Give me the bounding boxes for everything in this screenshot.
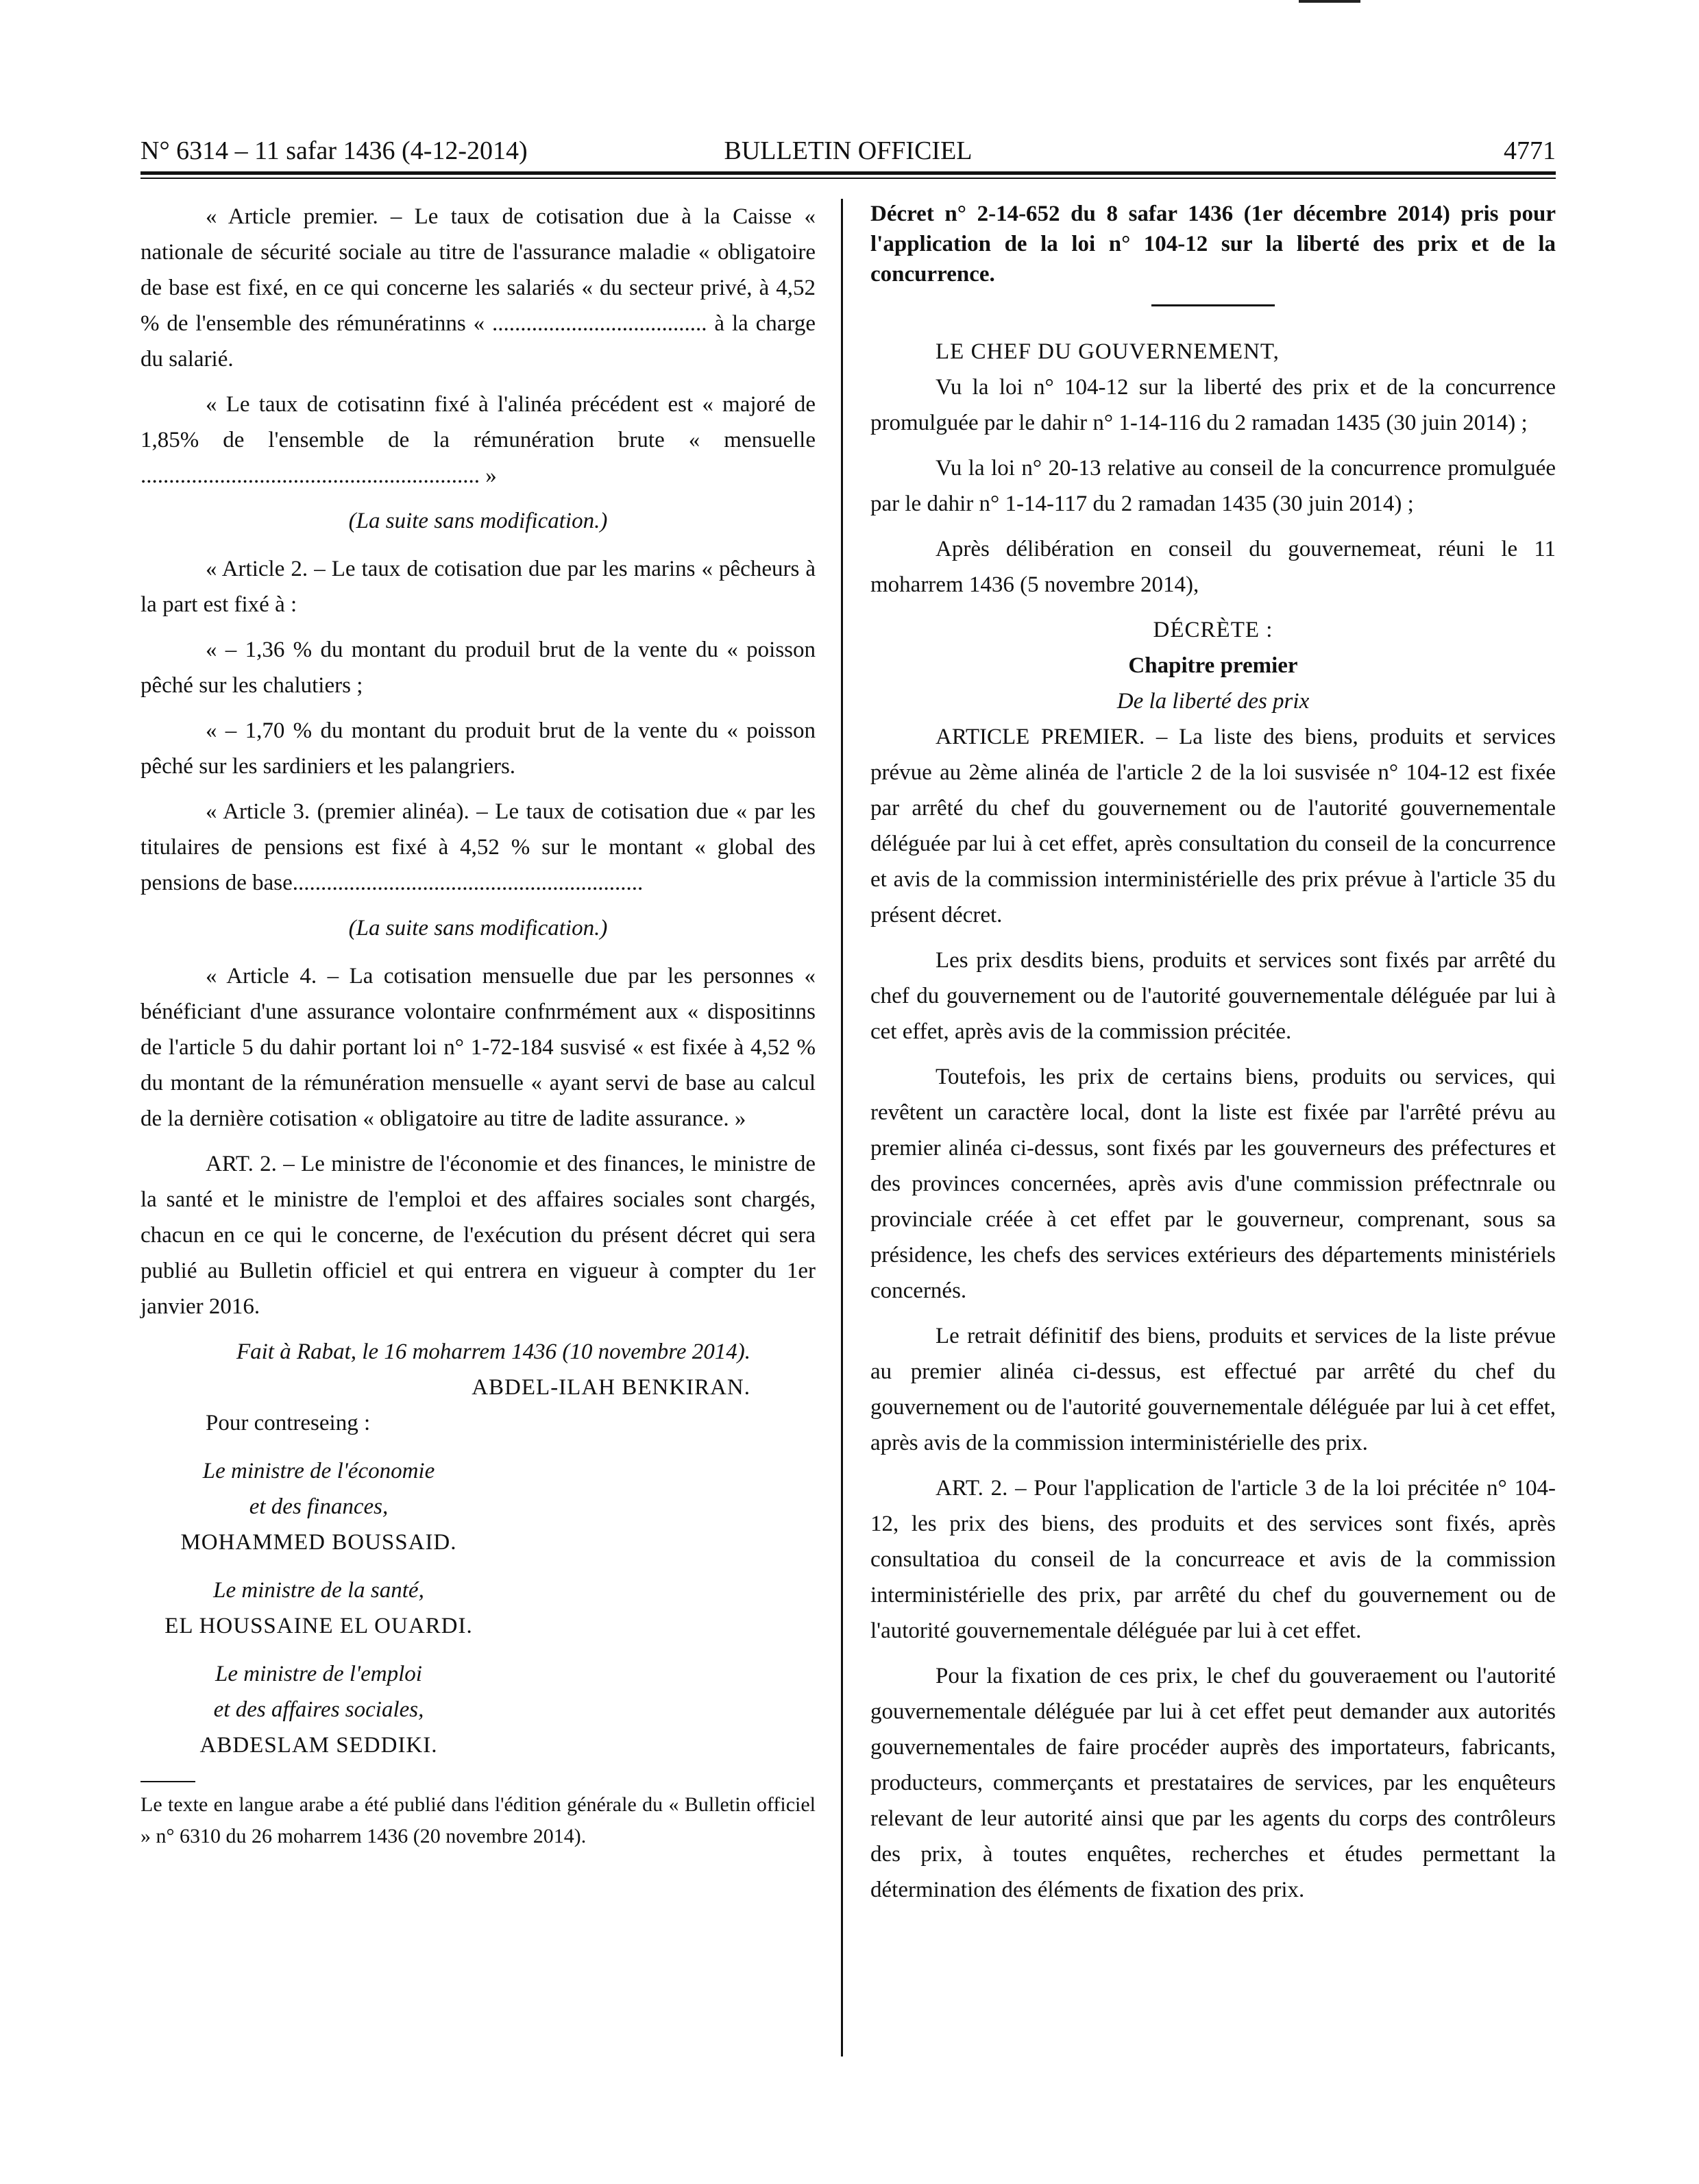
item-sardiniers: « – 1,70 % du montant du produit brut de la vente du « poisson pêché sur les sardiniers et les palangriers. — [140, 718, 816, 779]
visa-loi-20-13: Vu la loi n° 20-13 relative au conseil de la concurrence promulguée par le dahir n° 1-14-117 du 2 ramadan 1435 (30 juin 2014) ; — [870, 456, 1556, 516]
fixation-paragraph: Pour la fixation de ces prix, le chef du gouveraement ou l'autorité gouvernementale déléguée par lui à cet effet peut demander aux autorités gouvernementales de faire procéder auprès des importateurs, fabricants, producteurs, commerçants et prestataires de services, par les enquêteurs relevant de leur autorité ainsi que par les agents du corps des contrôleurs des prix, à toutes enquêtes, recherches et études permettant la détermination des éléments de fixation des prix. — [870, 1664, 1556, 1902]
issue-number: N° 6314 – 11 safar 1436 (4-12-2014) — [140, 136, 528, 165]
art-2-paragraph: ART. 2. – Pour l'application de l'article 3 de la loi précitée n° 104-12, les prix des biens, des produits et des services sont fixés, après consultatioa du conseil de la concurreace et avis de la commission interministérielle des prix, par arrêté du chef du gouvernement ou de l'autorité gouvernementale déléguée par lui à cet effet. — [870, 1476, 1556, 1643]
authority-heading: LE CHEF DU GOUVERNEMENT, — [936, 339, 1280, 364]
article-4-text: « Article 4. – La cotisation mensuelle due par les personnes « bénéficiant d'une assurance volontaire confnrmément aux « dispositinns de l'article 5 du dahir portant loi n° 1-72-184 susvisé « est fixée à 4,52 % du montant de la rémunération mensuelle « ayant servi de base au calcul de la dernière cotisation « obligatoire au titre de ladite assurance. » — [140, 964, 816, 1131]
article-3-text: « Article 3. (premier alinéa). – Le taux de cotisation due « par les titulaires de pensions est fixé à 4,52 % sur le montant « global des pensions de base.............................................................. — [140, 799, 816, 895]
minister-3-name: ABDESLAM SEDDIKI. — [199, 1733, 438, 1758]
publication-title: BULLETIN OFFICIEL — [724, 136, 973, 165]
local-prices-paragraph: Toutefois, les prix de certains biens, produits ou services, qui revêtent un caractère local, dont la liste est fixée par l'arrêté prévu au premier alinéa ci-dessus, sont fixés par les gouverneurs des préfectures et des provinces concernées, après avis d'une commission préfectnrale ou provinciale créée à cet effet par le gouverneur, comprenant, sous sa présidence, les chefs des services extérieurs des départements ministériels concernés. — [870, 1065, 1556, 1303]
footnote-text: Le texte en langue arabe a été publié dans l'édition générale du « Bulletin officiel » n° 6310 du 26 moharrem 1436 (20 novembre 2014). — [140, 1793, 816, 1847]
top-edge-mark — [1299, 0, 1360, 3]
countersign-label: Pour contreseing : — [206, 1411, 371, 1435]
article-premier-paragraph: ARTICLE PREMIER. – La liste des biens, produits et services prévue au 2ème alinéa de l'article 2 de la loi susvisée n° 104-12 est fixée par arrêté du chef du gouvernement ou de l'autorité gouvernementale déléguée par lui à cet effet, après consultation du conseil de la concurrence et avis de la commission interministérielle des prix prévue à l'article 35 du présent décret. — [870, 725, 1556, 927]
minister-1-title-a: Le ministre de l'économie — [202, 1459, 435, 1483]
header-rule-thick — [140, 171, 1556, 175]
header-rule-thin — [140, 178, 1556, 179]
art-2-execution: ART. 2. – Le ministre de l'économie et des finances, le ministre de la santé et le ministre de l'emploi et des affaires sociales sont chargés, chacun en ce qui le concerne, de l'exécution du présent décret qui sera publié au Bulletin officiel et qui entrera en vigueur à compter du 1er janvier 2016. — [140, 1152, 816, 1319]
chapter-heading: Chapitre premier — [1128, 653, 1298, 678]
title-separator — [1151, 304, 1275, 306]
minister-1-title-b: et des finances, — [249, 1494, 389, 1519]
chapter-subtitle: De la liberté des prix — [1116, 689, 1310, 714]
column-divider — [841, 199, 843, 2056]
article-premier-text: « Article premier. – Le taux de cotisation due à la Caisse « nationale de sécurité sociale au titre de l'assurance maladie « obligatoire de base est fixé, en ce qui concerne les salariés « du secteur privé, à 4,52 % de l'ensemble des rémunératinns « ...................................... à la charge du salarié. — [140, 204, 816, 372]
decrees-heading: DÉCRÈTE : — [1153, 618, 1273, 642]
minister-2-name: EL HOUSSAINE EL OUARDI. — [164, 1614, 473, 1638]
page-number: 4771 — [1504, 136, 1556, 165]
paragraph-taux-majore: « Le taux de cotisatinn fixé à l'alinéa précédent est « majoré de 1,85% de l'ensemble de la rémunération brute « mensuelle ............................................................ » — [140, 392, 816, 488]
deliberation-text: Après délibération en conseil du gouvernemeat, réuni le 11 moharrem 1436 (5 novembre 2014), — [870, 537, 1556, 597]
minister-1-name: MOHAMMED BOUSSAID. — [180, 1530, 457, 1555]
article-2-text: « Article 2. – Le taux de cotisation due par les marins « pêcheurs à la part est fixé à : — [140, 557, 816, 617]
suite-sans-modification-2: (La suite sans modification.) — [348, 916, 608, 941]
footnote-rule — [140, 1781, 195, 1782]
suite-sans-modification-1: (La suite sans modification.) — [348, 509, 608, 533]
minister-3-title-b: et des affaires sociales, — [213, 1697, 424, 1722]
right-column — [870, 199, 1556, 1917]
signatory-name: ABDEL-ILAH BENKIRAN. — [472, 1375, 750, 1400]
decree-title: Décret n° 2-14-652 du 8 safar 1436 (1er décembre 2014) pris pour l'application de la loi n° 104-12 sur la liberté des prix et de la concurrence. — [870, 202, 1556, 287]
prices-fixed-paragraph: Les prix desdits biens, produits et services sont fixés par arrêté du chef du gouvernement ou de l'autorité gouvernementale déléguée par lui à cet effet, après avis de la commission précitée. — [870, 948, 1556, 1044]
done-at-rabat: Fait à Rabat, le 16 moharrem 1436 (10 novembre 2014). — [236, 1339, 750, 1364]
minister-2-title: Le ministre de la santé, — [213, 1578, 424, 1603]
left-column — [140, 199, 816, 1852]
visa-loi-104-12: Vu la loi n° 104-12 sur la liberté des prix et de la concurrence promulguée par le dahir n° 1-14-116 du 2 ramadan 1435 (30 juin 2014) ; — [870, 375, 1556, 435]
page-header — [140, 136, 1556, 170]
item-chalutiers: « – 1,36 % du montant du produil brut de la vente du « poisson pêché sur les chalutiers ; — [140, 638, 816, 698]
minister-3-title-a: Le ministre de l'emploi — [215, 1662, 422, 1686]
withdrawal-paragraph: Le retrait définitif des biens, produits et services de la liste prévue au premier alinéa ci-dessus, est effectué par arrêté du chef du gouvernement ou de l'autorité gouvernementale déléguée par lui à cet effet, après avis de la commission interministérielle des prix. — [870, 1324, 1556, 1455]
